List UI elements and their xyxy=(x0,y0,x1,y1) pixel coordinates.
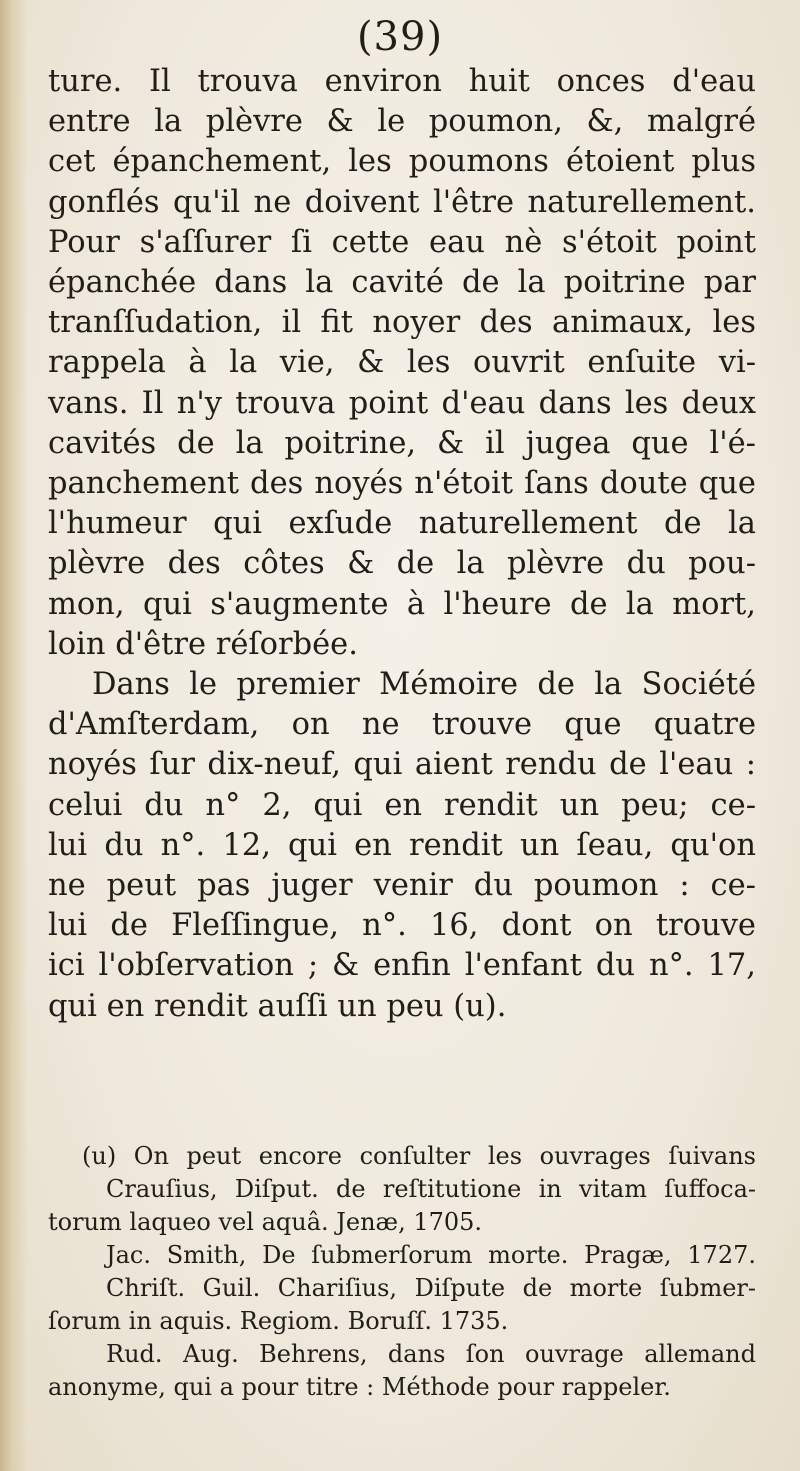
text-line: cavités de la poitrine, & il jugea que l'é- xyxy=(48,425,756,461)
footnote-line: (u) On peut encore conſulter les ouvrages ſuivans xyxy=(82,1142,756,1170)
text-line: Pour s'aſſurer ſi cette eau nè s'étoit point xyxy=(48,224,756,260)
footnote-line: Jac. Smith, De ſubmerſorum morte. Pragæ, 1727. xyxy=(106,1241,756,1269)
text-line: ici l'obſervation ; & enfin l'enfant du n°. 17, xyxy=(48,948,756,984)
text-line: loin d'être réſorbée. xyxy=(48,626,358,662)
text-line: gonflés qu'il ne doivent l'être naturellement. xyxy=(48,184,756,220)
text-line: entre la plèvre & le poumon, &, malgré xyxy=(48,104,756,140)
footnote-line: Rud. Aug. Behrens, dans ſon ouvrage allemand xyxy=(106,1340,756,1368)
footnote-line: anonyme, qui a pour titre : Méthode pour rappeler. xyxy=(48,1373,671,1401)
text-line: panchement des noyés n'étoit ſans doute que xyxy=(48,466,756,502)
text-line: épanchée dans la cavité de la poitrine par xyxy=(48,265,756,301)
footnote-line: torum laqueo vel aquâ. Jenæ, 1705. xyxy=(48,1208,483,1236)
text-line: cet épanchement, les poumons étoient plus xyxy=(48,144,756,180)
footnote-block xyxy=(48,1140,756,1404)
text-line: plèvre des côtes & de la plèvre du pou- xyxy=(48,546,756,582)
text-line: Dans le premier Mémoire de la Société xyxy=(92,667,756,703)
footnote-line: ſorum in aquis. Regiom. Boruſſ. 1735. xyxy=(48,1307,509,1335)
text-line: qui en rendit auſſi un peu (u). xyxy=(48,988,507,1024)
text-line: ne peut pas juger venir du poumon : ce- xyxy=(48,868,756,904)
footnote-line: Crauſius, Diſput. de reſtitutione in vitam ſuffoca- xyxy=(106,1175,756,1203)
footnote-line: Chriſt. Guil. Chariſius, Diſpute de morte ſubmer- xyxy=(106,1274,756,1302)
page-gutter-shadow xyxy=(0,0,28,1471)
text-line: noyés ſur dix-neuf, qui aient rendu de l'eau : xyxy=(48,747,756,783)
text-line: l'humeur qui exſude naturellement de la xyxy=(48,506,756,542)
text-line: lui de Fleſſingue, n°. 16, dont on trouve xyxy=(48,908,756,944)
text-line: rappela à la vie, & les ouvrit enſuite vi- xyxy=(48,345,756,381)
text-line: lui du n°. 12, qui en rendit un ſeau, qu'on xyxy=(48,827,756,863)
text-line: d'Amſterdam, on ne trouve que quatre xyxy=(48,707,756,743)
text-line: ture. Il trouva environ huit onces d'eau xyxy=(48,64,756,99)
text-line: mon, qui s'augmente à l'heure de la mort, xyxy=(48,586,756,622)
main-text-block xyxy=(48,62,756,1027)
text-line: tranſſudation, il fit noyer des animaux, les xyxy=(48,305,756,341)
text-line: celui du n° 2, qui en rendit un peu; ce- xyxy=(48,787,756,823)
text-line: vans. Il n'y trouva point d'eau dans les deux xyxy=(48,385,756,421)
page-number: (39) xyxy=(356,14,444,60)
